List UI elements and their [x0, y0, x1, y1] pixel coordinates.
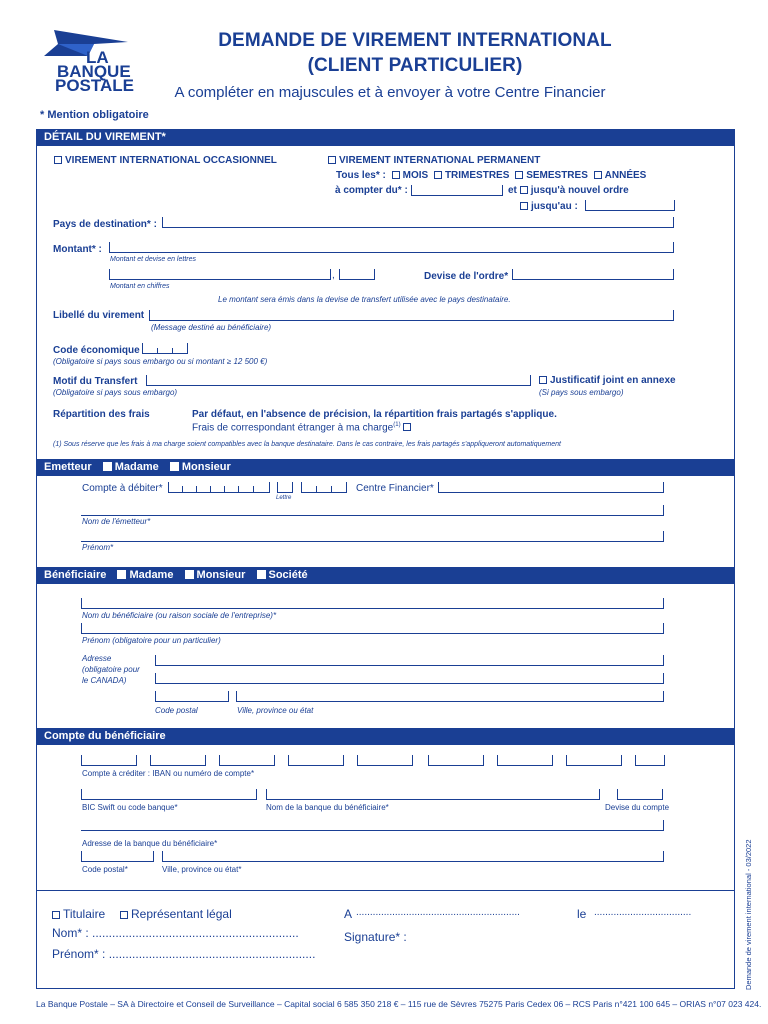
checkbox[interactable] — [52, 911, 60, 919]
currency-hint: Devise du compte — [605, 803, 670, 812]
checkbox-monsieur[interactable] — [170, 462, 179, 471]
emitter-firstname-field[interactable] — [81, 531, 664, 542]
from-label: à compter du* : — [335, 185, 408, 196]
side-reference: Demande de virement international - 03/2022 — [744, 839, 753, 990]
amount-digits-hint: Montant en chiffres — [110, 283, 170, 290]
checkbox-madame[interactable] — [117, 570, 126, 579]
bic-hint: BIC Swift ou code banque* — [82, 803, 178, 812]
bank-postcode-field[interactable] — [81, 851, 154, 862]
permanent-option[interactable]: VIREMENT INTERNATIONAL PERMANENT — [328, 155, 540, 166]
logo-text-banque: BANQUE — [57, 62, 131, 81]
account-key-field[interactable] — [301, 482, 347, 493]
bank-name-field[interactable] — [266, 789, 600, 800]
fees-default: Par défaut, en l'absence de précision, la répartition frais partagés s'applique. — [192, 409, 557, 420]
account-currency-field[interactable] — [617, 789, 663, 800]
address-line-1[interactable] — [155, 655, 664, 666]
holder-option[interactable]: Titulaire — [52, 907, 105, 921]
checkbox[interactable] — [539, 376, 547, 384]
city-field[interactable] — [236, 691, 664, 702]
until-date-field[interactable] — [585, 200, 675, 211]
bank-city-field[interactable] — [162, 851, 664, 862]
proof-note: (Si pays sous embargo) — [539, 388, 624, 397]
destination-label: Pays de destination* : — [53, 219, 157, 230]
place-field[interactable]: ........................................................... — [356, 907, 520, 918]
beneficiary-name-field[interactable] — [81, 598, 664, 609]
beneficiary-firstname-hint: Prénom (obligatoire pour un particulier) — [82, 636, 221, 645]
until-order-option[interactable]: et jusqu'à nouvel ordre — [508, 185, 629, 196]
address-label-1: Adresse — [82, 654, 112, 663]
page-title: DEMANDE DE VIREMENT INTERNATIONAL — [218, 30, 612, 51]
emitter-firstname-hint: Prénom* — [82, 543, 114, 552]
proof-option[interactable]: Justificatif joint en annexe — [539, 375, 676, 386]
address-line-2[interactable] — [155, 673, 664, 684]
bank-name-hint: Nom de la banque du bénéficiaire* — [266, 803, 389, 812]
postcode-hint: Code postal — [155, 706, 198, 715]
frequency-row: Tous les* : MOIS TRIMESTRES SEMESTRES ANNÉES — [336, 170, 647, 181]
debit-account-label: Compte à débiter* — [82, 483, 163, 494]
eco-code-note: (Obligatoire si pays sous embargo ou si montant ≥ 12 500 €) — [53, 357, 268, 366]
amount-cents-field[interactable] — [339, 269, 375, 280]
bank-postcode-hint: Code postal* — [82, 865, 128, 874]
signer-name-field[interactable]: Nom* : .............................................................. — [52, 926, 299, 940]
mandatory-note: * Mention obligatoire — [40, 109, 149, 121]
transfer-label-label: Libellé du virement — [53, 310, 145, 321]
transfer-label-field[interactable] — [149, 310, 674, 321]
signature-label: Signature* : — [344, 930, 407, 944]
bic-field[interactable] — [81, 789, 257, 800]
city-hint: Ville, province ou état — [237, 706, 314, 715]
order-currency-label: Devise de l'ordre* — [424, 271, 509, 282]
checkbox[interactable] — [328, 156, 336, 164]
legal-rep-option[interactable]: Représentant légal — [120, 907, 232, 921]
logo-text-postale: POSTALE — [55, 76, 135, 95]
debit-account-field[interactable] — [168, 482, 270, 493]
beneficiary-firstname-field[interactable] — [81, 623, 664, 634]
legal-footer: La Banque Postale – SA à Directoire et Conseil de Surveillance – Capital social 6 585 350 218 € – 115 rue de Sèvres 75275 Paris Cedex 06 – RCS Paris n°421 100 645 – ORIAS n°07 023 424. — [36, 999, 762, 1009]
bank-address-field[interactable] — [81, 820, 664, 831]
section-bar-detail: DÉTAIL DU VIREMENT* — [36, 129, 735, 146]
logo-wing-icon — [24, 28, 134, 58]
date-label: le — [577, 907, 587, 921]
checkbox-madame[interactable] — [103, 462, 112, 471]
postcode-field[interactable] — [155, 691, 229, 702]
section-bar-account: Compte du bénéficiaire — [36, 728, 735, 745]
reason-field[interactable] — [146, 375, 531, 386]
checkbox-societe[interactable] — [257, 570, 266, 579]
financial-center-field[interactable] — [438, 482, 664, 493]
section-bar-emitter: Emetteur Madame Monsieur — [36, 459, 735, 476]
checkbox-mois[interactable] — [392, 171, 400, 179]
beneficiary-name-hint: Nom du bénéficiaire (ou raison sociale de l'entreprise)* — [82, 611, 277, 620]
emitter-name-field[interactable] — [81, 505, 664, 516]
transfer-label-hint: (Message destiné au bénéficiaire) — [151, 323, 272, 332]
checkbox-semestres[interactable] — [515, 171, 523, 179]
place-label: A — [344, 907, 353, 921]
bank-address-hint: Adresse de la banque du bénéficiaire* — [82, 839, 218, 848]
checkbox[interactable] — [403, 423, 411, 431]
checkbox[interactable] — [54, 156, 62, 164]
destination-field[interactable] — [162, 217, 674, 228]
checkbox-trimestres[interactable] — [434, 171, 442, 179]
eco-code-field[interactable] — [142, 343, 188, 354]
signature-separator — [36, 890, 735, 891]
reason-label: Motif du Transfert — [53, 376, 138, 387]
section-bar-beneficiary: Bénéficiaire Madame Monsieur Société — [36, 567, 735, 584]
account-letter-field[interactable] — [277, 482, 293, 493]
fees-label: Répartition des frais — [53, 409, 150, 420]
date-field[interactable]: ................................... — [594, 907, 692, 918]
amount-words-hint: Montant et devise en lettres — [110, 256, 196, 263]
amount-digits-field[interactable] — [109, 269, 331, 280]
iban-hint: Compte à créditer : IBAN ou numéro de compte* — [82, 769, 255, 778]
checkbox[interactable] — [120, 911, 128, 919]
financial-center-label: Centre Financier* — [356, 483, 434, 494]
amount-label: Montant* : — [53, 244, 102, 255]
fees-foreign-option[interactable]: Frais de correspondant étranger à ma charge$^{(1)}$ — [192, 422, 414, 433]
checkbox-annees[interactable] — [594, 171, 602, 179]
logo-text-la: LA — [86, 48, 109, 67]
amount-words-field[interactable] — [109, 242, 674, 253]
occasional-option[interactable]: VIREMENT INTERNATIONAL OCCASIONNEL — [54, 155, 277, 166]
fees-footnote: (1) Sous réserve que les frais à ma charge soient compatibles avec la banque destinataire. Dans le cas contraire, les frais partagés s'appliqueront automatiquement — [53, 441, 561, 448]
page-subtitle: A compléter en majuscules et à envoyer à votre Centre Financier — [174, 84, 606, 101]
checkbox-monsieur[interactable] — [185, 570, 194, 579]
page-title-sub: (CLIENT PARTICULIER) — [307, 55, 523, 76]
eco-code-label: Code économique — [53, 345, 140, 356]
address-label-3: le CANADA) — [82, 676, 127, 685]
signer-firstname-field[interactable]: Prénom* : .............................................................. — [52, 947, 316, 961]
emitter-name-hint: Nom de l'émetteur* — [82, 517, 151, 526]
from-date-field[interactable] — [411, 185, 503, 196]
account-letter-hint: Lettre — [276, 495, 292, 501]
address-label-2: (obligatoire pour — [82, 665, 140, 674]
reason-note: (Obligatoire si pays sous embargo) — [53, 388, 178, 397]
bank-city-hint: Ville, province ou état* — [162, 865, 242, 874]
until-option[interactable]: jusqu'au : — [520, 201, 578, 212]
checkbox[interactable] — [520, 202, 528, 210]
checkbox[interactable] — [520, 186, 528, 194]
amount-note: Le montant sera émis dans la devise de transfert utilisée avec le pays destinataire. — [218, 295, 511, 304]
order-currency-field[interactable] — [512, 269, 674, 280]
decimal-comma: , — [332, 270, 335, 281]
